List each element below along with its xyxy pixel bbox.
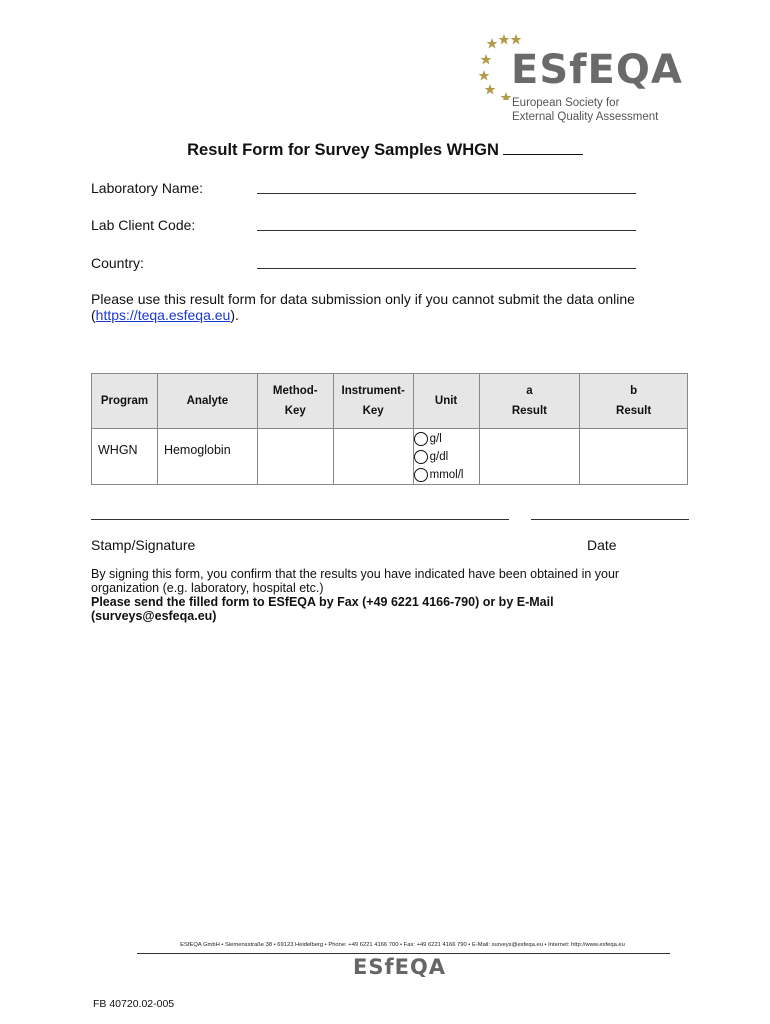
footer-logo: ESfEQA (353, 955, 447, 979)
teqa-link[interactable]: https://teqa.esfeqa.eu (95, 307, 231, 323)
program-value: WHGN (98, 443, 138, 457)
unit-option-g-dl[interactable] (414, 448, 479, 466)
survey-number-field[interactable] (503, 140, 583, 155)
header-b-line1: b (630, 385, 638, 397)
unit-label: mmol/l (429, 469, 464, 481)
results-table (91, 373, 688, 485)
radio-icon[interactable] (414, 450, 428, 464)
unit-label: g/l (429, 433, 442, 445)
esfeqa-logo (478, 30, 683, 125)
submission-note (91, 291, 691, 323)
radio-icon[interactable] (414, 468, 428, 482)
header-a-line1: a (526, 385, 533, 397)
lab-client-code-label: Lab Client Code: (91, 217, 196, 233)
unit-label: g/dl (429, 451, 449, 463)
header-instrument-line1: Instrument- (341, 385, 405, 397)
header-instrument-key (333, 374, 413, 429)
page-title (0, 140, 770, 160)
note-text-end: ). (230, 307, 239, 323)
logo-subtitle-line1: European Society for (512, 97, 620, 109)
stamp-signature-line[interactable] (91, 519, 509, 520)
analyte-value: Hemoglobin (163, 443, 231, 457)
cell-analyte (157, 429, 257, 485)
title-text: Result Form for Survey Samples WHGN (187, 141, 499, 159)
date-line[interactable] (531, 519, 689, 520)
cell-unit (413, 429, 479, 485)
header-program: Program (92, 374, 158, 429)
table-row (92, 429, 688, 485)
header-b-result (580, 374, 688, 429)
country-label: Country: (91, 255, 144, 271)
laboratory-name-field[interactable] (257, 193, 636, 194)
a-result-input[interactable] (479, 429, 580, 485)
footer-divider (137, 953, 670, 954)
document-number: FB 40720.02-005 (93, 998, 175, 1010)
header-analyte: Analyte (157, 374, 257, 429)
confirmation-text: By signing this form, you confirm that the results you have indicated have been obtained in your organization (e.g. laboratory, hospital etc.) (91, 567, 620, 595)
header-unit: Unit (413, 374, 479, 429)
header-b-line2: Result (616, 405, 652, 417)
instrument-key-input[interactable] (333, 429, 413, 485)
method-key-input[interactable] (257, 429, 333, 485)
header-instrument-line2: Key (362, 405, 384, 417)
unit-option-mmol-l[interactable] (414, 466, 479, 484)
header-a-line2: Result (511, 405, 547, 417)
table-header-row (92, 374, 688, 429)
logo-subtitle-line2: External Quality Assessment (512, 111, 659, 123)
header-method-line1: Method- (272, 385, 318, 397)
header-method-key (257, 374, 333, 429)
note-text: Please use this result form for data submission only if you cannot submit the data online ( (91, 291, 635, 323)
unit-options (414, 429, 479, 484)
logo-wordmark: ESfEQA (511, 47, 683, 93)
stamp-signature-label: Stamp/Signature (91, 537, 196, 553)
header-method-line2: Key (284, 405, 306, 417)
footer-address: ESfEQA GmbH • Siemensstraße 38 • 69123 Heidelberg • Phone: +49 6221 4166 700 • Fax: +49 6221 4166 790 • E-Mail: surveys@esfeqa.eu • Internet: http://www.esfeqa.eu (180, 942, 625, 948)
country-field[interactable] (257, 268, 636, 269)
radio-icon[interactable] (414, 432, 428, 446)
send-instruction-line2: (surveys@esfeqa.eu) (91, 609, 217, 623)
cell-program (92, 429, 158, 485)
date-label: Date (587, 537, 617, 553)
b-result-input[interactable] (580, 429, 688, 485)
laboratory-name-label: Laboratory Name: (91, 180, 204, 196)
unit-option-g-l[interactable] (414, 430, 479, 448)
header-a-result (479, 374, 580, 429)
lab-client-code-field[interactable] (257, 230, 636, 231)
send-instruction-line1: Please send the filled form to ESfEQA by Fax (+49 6221 4166-790) or by E-Mail (91, 595, 554, 609)
